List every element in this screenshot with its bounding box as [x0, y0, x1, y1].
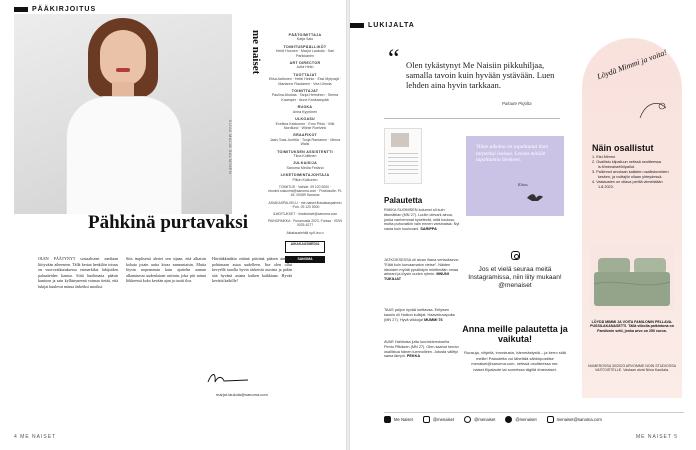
staff-item: TOIMITUKSEN ASSISTENTTI Tiina Kuittinen — [277, 149, 333, 158]
footer-item-tiktok[interactable]: @menaiset — [464, 416, 495, 423]
feedback-title: Anna meille palautetta ja vaikuta! — [462, 324, 568, 344]
next-prize-description: NUMEROSSA 30/2023 ARVOMME NOIN STUDIOSSA VASTOISTELLE. Vastaan aivat Niina Kauttala. — [588, 364, 677, 373]
staff-item: TUOTTAJAT Elisa Aaltonen · Heidi Heinio · Essi Mytyrajä · Marianne Rautanen · Vea Ulmola — [268, 72, 342, 86]
right-page — [350, 0, 696, 450]
contest-instructions — [592, 143, 674, 190]
editor-photo — [14, 14, 232, 214]
bedding-prize-image — [588, 240, 676, 314]
reader-card — [466, 136, 564, 216]
staff-item: JULKAISIJA Sanoma Media Finland — [286, 161, 324, 170]
reader-letter: AVAR Hahtioisa jutta luovinkierroksella Pentu Pitkäsen (MN 27). Olen saanut kerran osallistua hänen luennolleen. Jutusta välittyi sama lämpö. PEKKA — [384, 340, 459, 359]
staff-item: LIIKETOIMINTAJOHTAJA Piiton Kolkonen — [280, 173, 330, 182]
body-column-1: OLEN PÄÄTYNYT sosiaaliseen mediaan liittyvään aiheeseen. Tällä kertaa henkilön totuus on vuorovaikutuksessa esimerkiksi lukijoiden palautteiden kanssa. Siitä huolimatta pääsin kuntoon ja sain kyllästyneenä voimaa tietää, että lukijat kuulevat minua tärkeiksi asioiksi. — [38, 256, 118, 289]
advertising-info: ILMOITUKSET · ilmoitukset@sanoma.com — [272, 211, 338, 216]
section-label-lukijalta: LUKIJALTA — [350, 22, 415, 29]
reader-card-text: Viime aikoina on tapahtunut ihan tarpeeksi isoissa. Levata mitään tapahtumia lienkeen. — [476, 144, 549, 164]
section-bar — [14, 7, 28, 12]
section-bar — [350, 23, 364, 28]
tiktok-icon — [464, 416, 471, 423]
contest-panel — [582, 38, 682, 398]
body-column-2: Siin impliseisä alertet sen sijaan, että alkaisin kokata jotain uutta kivaa sunnuntaisin. Mutta löysin nopeammin kuin ajattelin aamun alkamisesta uudenlaisen rutiinin, joka piti minut liikkeessä koko kevään ajan ja tuotti iloa. — [126, 256, 206, 284]
instagram-icon — [423, 416, 430, 423]
footer-item-pinterest[interactable]: @menaiset — [505, 416, 536, 423]
contest-step: 1. Etsi Mimmi. — [592, 155, 616, 159]
editorial-headline: Pähkinä purtavaksi — [88, 212, 248, 233]
social-footer — [384, 412, 684, 424]
reader-quote: “ Olen tykästynyt Me Naisiin pikkuhiljaa, samalla tavoin kuin hyvään ystävään. Luen lehden aina hyvin tarkkaan. — [388, 44, 555, 90]
footer-item-facebook[interactable]: Me Naiset — [384, 416, 413, 423]
bird-icon — [526, 192, 544, 202]
magazine-logo-vertical: me naiset — [250, 30, 262, 75]
staff-item: GRAAFIKOT Jaan-Toas Junttila · Tonja Rantanen · Minna Walsi — [269, 133, 341, 147]
email-icon — [547, 416, 554, 423]
page-folio-left: 4 ME NAISET — [14, 434, 57, 440]
page-folio-right: ME NAISET 5 — [636, 434, 679, 440]
contest-title: Löydä Mimmi ja voita! — [595, 47, 669, 82]
contest-heading: Näin osallistut — [592, 143, 654, 153]
mimmi-sketch-icon — [638, 98, 668, 120]
subscription-info: ASIAKASPALVELU · me-naiset.fi/asiakaspalvelu · Puh. 09 120 5000 — [268, 200, 342, 209]
instagram-icon[interactable] — [511, 251, 520, 260]
facebook-icon — [384, 416, 391, 423]
editor-email[interactable]: marjut.laukola@sanoma.com — [216, 392, 268, 397]
quote-author: Paloute Pirjolta — [502, 101, 532, 106]
staff-item: TOIMITUSPÄÄLLIKÖT Heidi Huonen · Marjut Laukola · Sari Parikkanen — [275, 44, 335, 58]
contact-info: TOIMITUS · Vaihde: 09 120 5000 · etunimi.sukunimi@sanoma.com · Postiosoite: PL 45, 00089 Sanoma — [268, 184, 342, 198]
divider — [384, 118, 560, 119]
instagram-invite: Jos et vielä seuraa meitä Instagramissa, niin liity mukaan! @menaiset — [468, 266, 562, 289]
printer-info: PAINOPAIKKA · Punamusta 2023, Forssa · ISSN 0025-6277 — [268, 219, 342, 228]
staff-item: ULKOASU Eveliina Kekkonen · Emo Pikla · Viiki Nordlund · Wiinie Roelvink — [275, 117, 335, 130]
staff-list — [268, 30, 342, 263]
reader-letter: RIIKKA SUOMISEN kolumni oli kuin täsmätilan (MN 27). Luulin olevani ainoa, jonka vanhemmat kyselevät, mitä koulusu, mutta puhuvatkin vain ennen varsinaisia. Nyt vasta koin kuuluvani. SARIPPA — [384, 208, 460, 232]
staff-item: ART DIRECTOR Jutta Helin — [289, 61, 321, 70]
section-label-paakirjoitus: PÄÄKIRJOITUS — [14, 6, 96, 13]
staff-item: RUOKA Anna Kyyrönen — [292, 105, 318, 114]
contest-step: 2. Osallistu kilpailuun netissä osoitteessa is.fi/menaiset/kilpailut. — [592, 160, 662, 169]
aikakausmedia-stamp: AIKAKAUSMEDIA — [285, 241, 325, 253]
quote-mark-icon: “ — [388, 44, 400, 73]
photo-credit: KUVA MAIJA SALMINEN — [228, 120, 233, 175]
reader-letter: TAAS paljon hyvää luettavaa. Erityisen kaunis oli Haikon kulkijat. Haavekuvapuita (MN 27). Hyvä viikkoja! MUMMI 76 — [384, 308, 455, 322]
body-column-3: Hävitäkkinäkin eräänä päivänä pääsen ainakin pohtimaan asiaa uudelleen. Itse olen ollut kevyellä tauolla hyvin tärkeistä asioista ja pidän sitä hyvänä asiana kaiken kaikkiaan. Hyvää kevättä kaikille! — [212, 256, 292, 284]
prize-description: LÖYDÄ MIMMI JA VOITA FAMILONIN PELLAVA-PUSSILAKANASETTI. Tällä viikolla palkintona on Familonin setti, jonka arvo on 250 euroa. — [590, 320, 674, 333]
signature-icon — [206, 370, 250, 386]
year-note: Aikakauslehtiä sy.fi-ieu.n — [286, 230, 324, 235]
footer-item-instagram[interactable]: @menaiset — [423, 416, 454, 423]
reader-letter: JATKOKSESSA oli aivan ihana vertaukseva: ”Elää kuin korvaamaton vietse”. Näiden ideoiden myötä pysähdyin miettimään omaa arkeani ja löysin uuden rytmin. MNUNI TUKILIAT — [384, 258, 459, 282]
staff-item: TOIMITTAJAT Paulina Ahokas · Tanja Helminen · Senna Kaamper · Aune Kankaanpää — [271, 89, 339, 102]
sanoma-stamp: SANOMA — [285, 256, 325, 263]
staff-item: PÄÄTOIMITTAJA Katja Salo — [288, 33, 322, 42]
contest-step: 3. Palkinnot arvotaan kaikkien osallistuneiden kesken, ja voittajiin ollaan yhteydessä. — [592, 170, 669, 179]
footer-item-email[interactable]: menaiset@sanoma.com — [547, 416, 602, 423]
contest-step: 4. Vastausten on oltava perillä viimeistään 1.8.2023. — [592, 180, 663, 189]
feedback-text: Ruusuja, vihjeitä, innostusta, hämmästystä – ja kerro siitä meille! Palautetta voi lähettää sähköpostitse menaiset@sanoma.com, netissä osoitteessa me-naiset.fi/palaute tai someissa tägillä #menaiset. — [464, 350, 566, 372]
pinterest-icon — [505, 416, 512, 423]
left-page — [0, 0, 346, 450]
palautetta-title: Palautetta — [384, 196, 423, 205]
reader-card-kiitos: Kiitos. — [518, 182, 529, 187]
magazine-thumbnail — [384, 128, 422, 184]
